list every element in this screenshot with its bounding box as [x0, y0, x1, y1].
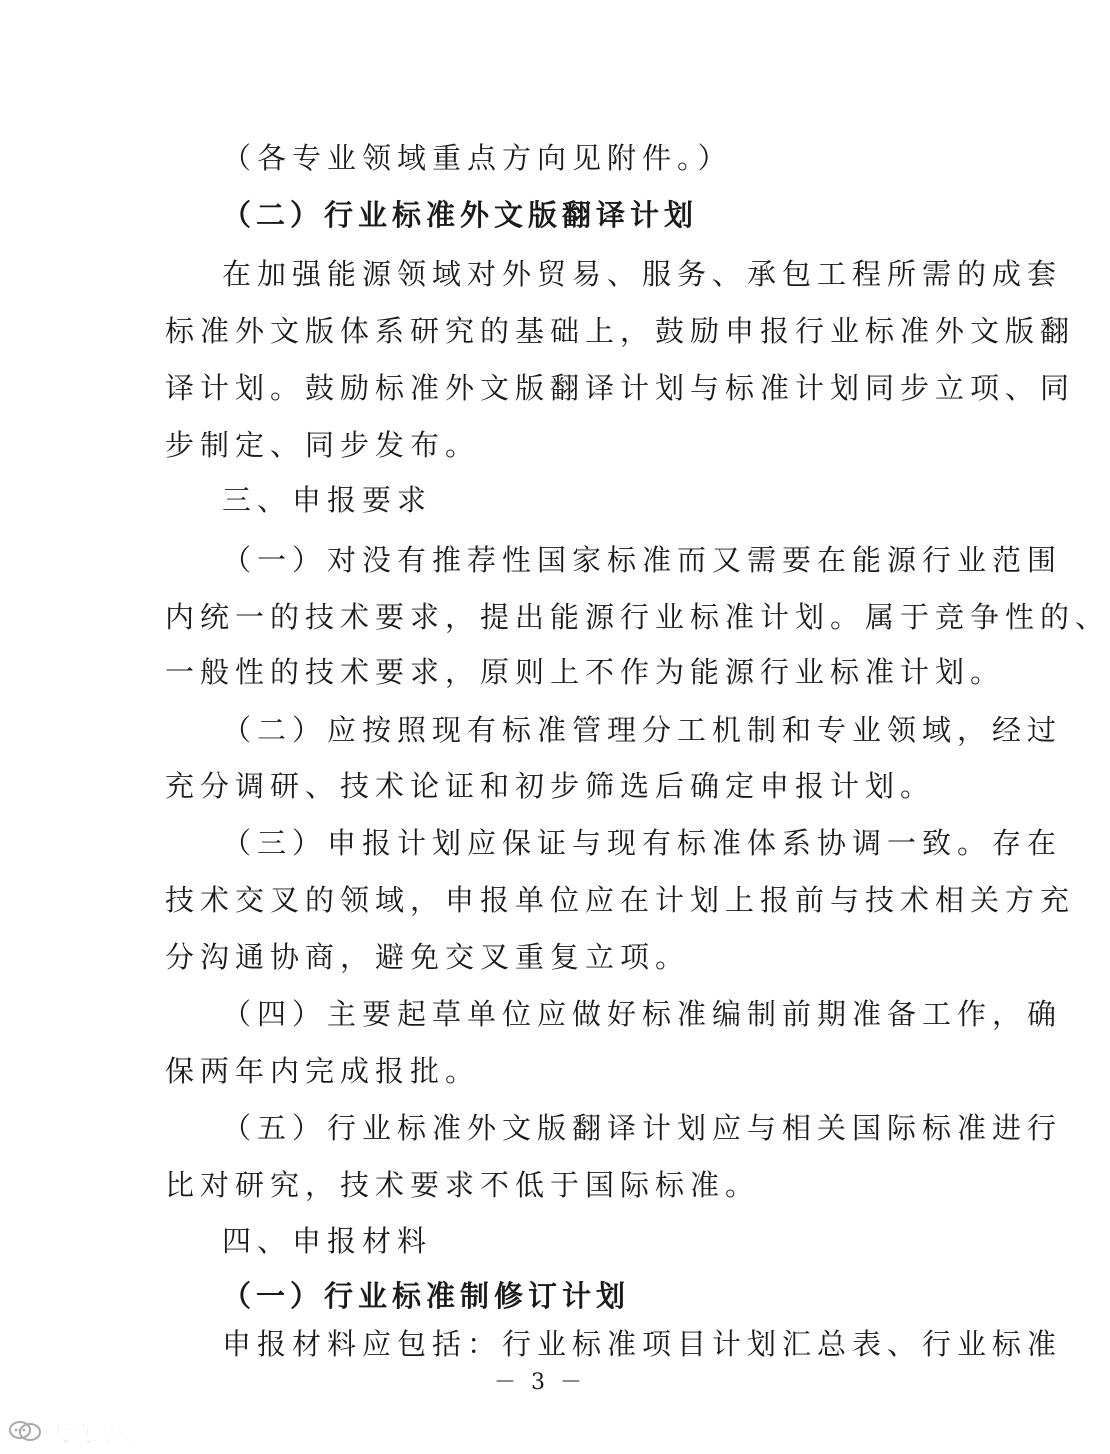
section-heading-requirements: 三、申报要求 — [222, 483, 433, 517]
paragraph-line: 充分调研、技术论证和初步筛选后确定申报计划。 — [165, 769, 936, 803]
subheading-revision-plan: （一）行业标准制修订计划 — [222, 1279, 631, 1313]
watermark-text: 大数跨境 — [48, 1422, 136, 1446]
watermark — [8, 1418, 136, 1448]
section-heading-materials: 四、申报材料 — [222, 1224, 433, 1258]
paragraph-line: 申报材料应包括：行业标准项目计划汇总表、行业标准 — [222, 1327, 1063, 1361]
text-line-annex-note: （各专业领域重点方向见附件。） — [222, 141, 733, 175]
paragraph-line: （三）申报计划应保证与现有标准体系协调一致。存在 — [222, 826, 1063, 860]
subheading-translation-plan: （二）行业标准外文版翻译计划 — [222, 198, 699, 232]
paragraph-line: （二）应按照现有标准管理分工机制和专业领域，经过 — [222, 713, 1063, 747]
paragraph-line: 内统一的技术要求，提出能源行业标准计划。属于竞争性的、 — [165, 600, 1110, 634]
paragraph-line: 保两年内完成报批。 — [165, 1054, 481, 1088]
chat-bubbles-logo-icon — [8, 1419, 42, 1447]
paragraph-line: （四）主要起草单位应做好标准编制前期准备工作，确 — [222, 997, 1063, 1031]
paragraph-line: 标准外文版体系研究的基础上，鼓励申报行业标准外文版翻 — [165, 314, 1076, 348]
paragraph-line: 在加强能源领域对外贸易、服务、承包工程所需的成套 — [222, 257, 1063, 291]
paragraph-line: 译计划。鼓励标准外文版翻译计划与标准计划同步立项、同 — [165, 371, 1076, 405]
paragraph-line: 分沟通协商，避免交叉重复立项。 — [165, 940, 691, 974]
paragraph-line: 技术交叉的领域，申报单位应在计划上报前与技术相关方充 — [165, 883, 1076, 917]
paragraph-line: （五）行业标准外文版翻译计划应与相关国际标准进行 — [222, 1111, 1063, 1145]
page-number: － 3 － — [494, 1370, 586, 1395]
paragraph-line: 步制定、同步发布。 — [165, 428, 481, 462]
paragraph-line: （一）对没有推荐性国家标准而又需要在能源行业范围 — [222, 543, 1063, 577]
paragraph-line: 一般性的技术要求，原则上不作为能源行业标准计划。 — [165, 655, 1006, 689]
paragraph-line: 比对研究，技术要求不低于国际标准。 — [165, 1168, 761, 1202]
